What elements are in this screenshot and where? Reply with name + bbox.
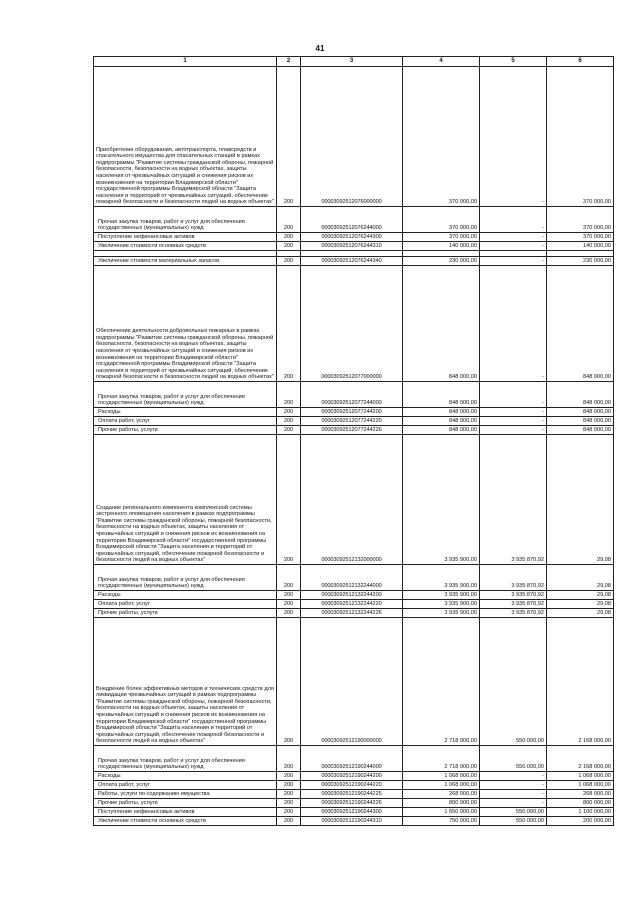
row-unexecuted-amount: 268 000,00 — [547, 790, 614, 799]
row-executed-amount: - — [480, 799, 547, 808]
row-approved-amount: 2 718 000,00 — [403, 746, 480, 772]
row-expense-type: 200 — [277, 817, 301, 826]
row-unexecuted-amount: 2 168 000,00 — [547, 618, 614, 746]
row-budget-code: 00003092512077244200 — [301, 408, 403, 417]
row-executed-amount: 550 000,00 — [480, 618, 547, 746]
row-budget-code: 00003092512190244310 — [301, 817, 403, 826]
row-executed-amount: - — [480, 772, 547, 781]
row-name: Прочие работы, услуги — [94, 799, 277, 808]
table-row — [94, 382, 614, 408]
row-unexecuted-amount: 29,08 — [547, 435, 614, 565]
row-approved-amount: 848 000,00 — [403, 408, 480, 417]
row-executed-amount: 550 000,00 — [480, 808, 547, 817]
row-executed-amount: - — [480, 67, 547, 207]
row-unexecuted-amount: 800 000,00 — [547, 799, 614, 808]
column-header: 5 — [480, 57, 547, 67]
row-approved-amount: 848 000,00 — [403, 426, 480, 435]
column-header: 3 — [301, 57, 403, 67]
row-expense-type: 200 — [277, 609, 301, 618]
row-executed-amount: - — [480, 242, 547, 251]
row-name: Прочая закупка товаров, работ и услуг для обеспечения государственных (муниципальных) нужд — [94, 565, 277, 591]
column-header: 6 — [547, 57, 614, 67]
table-row — [94, 772, 614, 781]
row-unexecuted-amount: 848 000,00 — [547, 266, 614, 382]
row-approved-amount: 1 650 000,00 — [403, 808, 480, 817]
row-executed-amount: - — [480, 257, 547, 266]
table-row — [94, 817, 614, 826]
row-unexecuted-amount: 230 000,00 — [547, 257, 614, 266]
row-unexecuted-amount: 370 000,00 — [547, 67, 614, 207]
row-approved-amount: 370 000,00 — [403, 233, 480, 242]
table-row-program — [94, 618, 614, 746]
row-expense-type: 200 — [277, 600, 301, 609]
table-row — [94, 426, 614, 435]
row-unexecuted-amount: 370 000,00 — [547, 233, 614, 242]
table-row — [94, 242, 614, 251]
row-budget-code: 00003092512190244000 — [301, 746, 403, 772]
row-approved-amount: 750 000,00 — [403, 817, 480, 826]
row-approved-amount: 848 000,00 — [403, 266, 480, 382]
row-expense-type: 200 — [277, 426, 301, 435]
table-row — [94, 808, 614, 817]
row-name: Работы, услуги по содержанию имущества — [94, 790, 277, 799]
column-header: 2 — [277, 57, 301, 67]
row-name: Оплата работ, услуг — [94, 417, 277, 426]
table-row — [94, 781, 614, 790]
row-name: Прочие работы, услуги — [94, 609, 277, 618]
table-row — [94, 233, 614, 242]
row-executed-amount: 550 000,00 — [480, 817, 547, 826]
row-approved-amount: 140 000,00 — [403, 242, 480, 251]
row-name: Увеличение стоимости материальных запасов — [94, 257, 277, 266]
row-expense-type: 200 — [277, 242, 301, 251]
row-executed-amount: 3 935 870,92 — [480, 565, 547, 591]
row-budget-code: 00003092512132244220 — [301, 600, 403, 609]
table-row — [94, 600, 614, 609]
row-executed-amount: 3 935 870,92 — [480, 609, 547, 618]
row-executed-amount: 3 935 870,92 — [480, 435, 547, 565]
row-expense-type: 200 — [277, 435, 301, 565]
row-budget-code: 00003092512076244310 — [301, 242, 403, 251]
row-budget-code: 00003092512132244226 — [301, 609, 403, 618]
row-expense-type: 200 — [277, 417, 301, 426]
row-unexecuted-amount: 200 000,00 — [547, 817, 614, 826]
row-budget-code: 00003092512076000000 — [301, 67, 403, 207]
row-expense-type: 200 — [277, 207, 301, 233]
row-unexecuted-amount: 848 000,00 — [547, 417, 614, 426]
row-name: Прочая закупка товаров, работ и услуг для обеспечения государственных (муниципальных) нужд — [94, 746, 277, 772]
row-budget-code: 00003092512076244340 — [301, 257, 403, 266]
row-name: Увеличение стоимости основных средств — [94, 817, 277, 826]
row-unexecuted-amount: 29,08 — [547, 591, 614, 600]
row-unexecuted-amount: 848 000,00 — [547, 426, 614, 435]
column-header: 1 — [94, 57, 277, 67]
row-approved-amount: 230 000,00 — [403, 257, 480, 266]
row-executed-amount: 3 935 870,92 — [480, 591, 547, 600]
row-expense-type: 200 — [277, 67, 301, 207]
row-expense-type: 200 — [277, 772, 301, 781]
row-executed-amount: - — [480, 408, 547, 417]
row-budget-code: 00003092512076244300 — [301, 233, 403, 242]
table-row-program — [94, 435, 614, 565]
row-expense-type: 200 — [277, 781, 301, 790]
row-approved-amount: 3 935 900,00 — [403, 435, 480, 565]
column-header: 4 — [403, 57, 480, 67]
row-approved-amount: 3 935 900,00 — [403, 600, 480, 609]
row-name: Увеличение стоимости основных средств — [94, 242, 277, 251]
row-unexecuted-amount: 848 000,00 — [547, 382, 614, 408]
row-approved-amount: 1 068 000,00 — [403, 781, 480, 790]
row-expense-type: 200 — [277, 565, 301, 591]
page-number: 41 — [315, 44, 325, 53]
row-expense-type: 200 — [277, 233, 301, 242]
row-expense-type: 200 — [277, 799, 301, 808]
row-budget-code: 00003092512077244000 — [301, 382, 403, 408]
table-header — [94, 57, 614, 67]
row-expense-type: 200 — [277, 266, 301, 382]
row-expense-type: 200 — [277, 408, 301, 417]
row-name: Расходы — [94, 591, 277, 600]
table-row — [94, 408, 614, 417]
row-approved-amount: 3 935 900,00 — [403, 591, 480, 600]
row-budget-code: 00003092512190000000 — [301, 618, 403, 746]
table-row — [94, 790, 614, 799]
row-approved-amount: 268 000,00 — [403, 790, 480, 799]
row-budget-code: 00003092512132000000 — [301, 435, 403, 565]
row-name: Создание регионального компонента комплексной системы экстренного оповещения населения в рамках подпрограммы "Развитие системы гражданской обороны, пожарной безопасности, безопасности на водных объектах, защиты населения от чрезвычайных ситуаций и снижения рисков их возникновения на территории Владимирской области" государственной программы Владимирской области "Защита населения и территорий от чрезвычайных ситуаций, обеспечение пожарной безопасности и безопасности людей на водных объектах" — [94, 435, 277, 565]
row-budget-code: 00003092512077244220 — [301, 417, 403, 426]
row-budget-code: 00003092512132244000 — [301, 565, 403, 591]
row-name: Внедрение более эффективных методов и технических средств для ликвидации чрезвычайных ситуаций в рамках подпрограммы "Развитие системы гражданской обороны, пожарной безопасности, безопасности на водных объектах, защиты населения от чрезвычайных ситуаций и снижения рисков их возникновения на территории Владимирской области" государственной программы Владимирской области "Защита населения и территорий от чрезвычайных ситуаций, обеспечение пожарной безопасности и безопасности людей на водных объектах" — [94, 618, 277, 746]
row-approved-amount: 3 935 900,00 — [403, 609, 480, 618]
row-unexecuted-amount: 29,08 — [547, 565, 614, 591]
row-budget-code: 00003092512077244226 — [301, 426, 403, 435]
row-expense-type: 200 — [277, 382, 301, 408]
row-approved-amount: 800 000,00 — [403, 799, 480, 808]
row-name: Прочая закупка товаров, работ и услуг для обеспечения государственных (муниципальных) нужд — [94, 382, 277, 408]
row-budget-code: 00003092512190244300 — [301, 808, 403, 817]
row-unexecuted-amount: 140 000,00 — [547, 242, 614, 251]
table-body — [94, 67, 614, 826]
table-row — [94, 799, 614, 808]
table-row-program — [94, 67, 614, 207]
table-row — [94, 257, 614, 266]
row-approved-amount: 848 000,00 — [403, 382, 480, 408]
row-expense-type: 200 — [277, 257, 301, 266]
row-expense-type: 200 — [277, 790, 301, 799]
row-name: Оплата работ, услуг — [94, 781, 277, 790]
row-executed-amount: - — [480, 426, 547, 435]
row-budget-code: 00003092512190244200 — [301, 772, 403, 781]
row-budget-code: 00003092512077000000 — [301, 266, 403, 382]
table-row — [94, 609, 614, 618]
row-approved-amount: 848 000,00 — [403, 417, 480, 426]
row-name: Поступление нефинансовых активов — [94, 233, 277, 242]
row-unexecuted-amount: 1 100 000,00 — [547, 808, 614, 817]
row-executed-amount: - — [480, 781, 547, 790]
table-row — [94, 207, 614, 233]
table-row-program — [94, 266, 614, 382]
row-name: Оплата работ, услуг — [94, 600, 277, 609]
table-row — [94, 417, 614, 426]
row-executed-amount: 550 000,00 — [480, 746, 547, 772]
row-expense-type: 200 — [277, 808, 301, 817]
row-executed-amount: - — [480, 790, 547, 799]
row-name: Обеспечение деятельности добровольных пожарных в рамках подпрограммы "Развитие системы гражданской обороны, пожарной безопасности, безопасности на водных объектах, защиты населения от чрезвычайных ситуаций и снижения рисков их возникновения на территории Владимирской области" государственной программы Владимирской области "Защита населения и территорий от чрезвычайных ситуаций, обеспечение пожарной безопасности и безопасности людей на водных объектах" — [94, 266, 277, 382]
row-unexecuted-amount: 370 000,00 — [547, 207, 614, 233]
row-approved-amount: 2 718 000,00 — [403, 618, 480, 746]
row-approved-amount: 3 935 900,00 — [403, 565, 480, 591]
row-budget-code: 00003092512132244200 — [301, 591, 403, 600]
table-row — [94, 746, 614, 772]
row-name: Приобретение оборудования, автотранспорта, плавсредств и спасательного имущества для спасательных станций в рамках подпрограммы "Развитие системы гражданской обороны, пожарной безопасности, безопасности на водных объектах, защиты населения от чрезвычайных ситуаций и снижения рисков их возникновения на территории Владимирской области" государственной программы Владимирской области "Защита населения и территорий от чрезвычайных ситуаций, обеспечение пожарной безопасности и безопасности людей на водных объектах" — [94, 67, 277, 207]
row-name: Прочая закупка товаров, работ и услуг для обеспечения государственных (муниципальных) нужд — [94, 207, 277, 233]
row-approved-amount: 370 000,00 — [403, 67, 480, 207]
row-unexecuted-amount: 2 168 000,00 — [547, 746, 614, 772]
row-expense-type: 200 — [277, 746, 301, 772]
row-name: Расходы — [94, 408, 277, 417]
row-expense-type: 200 — [277, 591, 301, 600]
row-executed-amount: - — [480, 233, 547, 242]
table-row — [94, 565, 614, 591]
row-name: Прочие работы, услуги — [94, 426, 277, 435]
row-budget-code: 00003092512076244000 — [301, 207, 403, 233]
row-unexecuted-amount: 29,08 — [547, 609, 614, 618]
row-approved-amount: 1 068 000,00 — [403, 772, 480, 781]
row-executed-amount: - — [480, 417, 547, 426]
table-row — [94, 591, 614, 600]
row-name: Поступление нефинансовых активов — [94, 808, 277, 817]
row-budget-code: 00003092512190244226 — [301, 799, 403, 808]
row-unexecuted-amount: 848 000,00 — [547, 408, 614, 417]
row-executed-amount: - — [480, 207, 547, 233]
row-expense-type: 200 — [277, 618, 301, 746]
row-unexecuted-amount: 29,08 — [547, 600, 614, 609]
row-unexecuted-amount: 1 068 000,00 — [547, 781, 614, 790]
row-executed-amount: - — [480, 382, 547, 408]
row-executed-amount: 3 935 870,92 — [480, 600, 547, 609]
row-unexecuted-amount: 1 068 000,00 — [547, 772, 614, 781]
row-approved-amount: 370 000,00 — [403, 207, 480, 233]
budget-report-table — [93, 56, 614, 826]
row-executed-amount: - — [480, 266, 547, 382]
row-budget-code: 00003092512190244225 — [301, 790, 403, 799]
row-budget-code: 00003092512190244220 — [301, 781, 403, 790]
row-name: Расходы — [94, 772, 277, 781]
